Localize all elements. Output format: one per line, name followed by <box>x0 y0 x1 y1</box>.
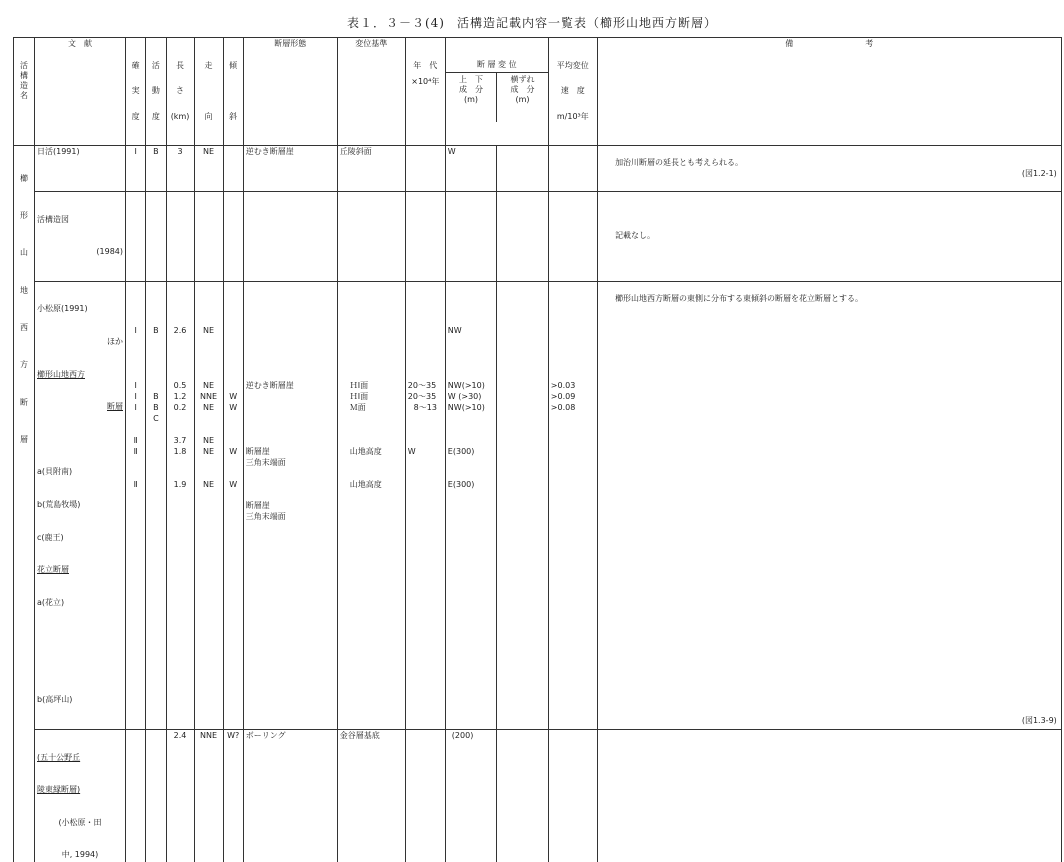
remarks-text: 記載なし。 <box>615 231 656 241</box>
header-certainty: 確 実 度 <box>126 38 146 146</box>
remarks-cell <box>597 146 1061 192</box>
table-row <box>14 146 1062 192</box>
dip-cell <box>223 192 243 281</box>
strike-cell: NE <box>194 146 223 192</box>
literature-cell: 活構造図 (1984) <box>35 192 126 281</box>
activity-cell: B <box>146 146 166 192</box>
header-remarks: 備 考 <box>597 38 1061 146</box>
lateral-cell <box>496 146 548 192</box>
literature-cell: 小松原(1991) ほか 櫛形山地西方 断層 a(貝附南) b(荒島牧場) c(鹿王) 花立断層 a(花立) b(高坪山) <box>35 281 126 729</box>
header-vertical: 上 下 成 分 (m) <box>459 75 484 105</box>
header-avg-rate: 平均変位 速 度 m/10³年 <box>548 38 597 146</box>
certainty-cell: Ⅰ Ⅰ Ⅰ Ⅰ Ⅱ Ⅱ Ⅱ <box>126 281 146 729</box>
length-cell: 2.4 <box>166 730 194 862</box>
vertical-cell <box>445 192 496 281</box>
header-displacement-title: 断 層 変 位 <box>446 60 548 74</box>
literature-cell: 日活(1991) <box>35 146 126 192</box>
remarks-cell <box>597 192 1061 281</box>
ref-cell: 丘陵斜面 <box>337 146 405 192</box>
activity-cell <box>146 730 166 862</box>
age-cell <box>405 146 445 192</box>
remarks-text: 櫛形山地西方断層の東側に分布する東傾斜の断層を花立断層とする。 <box>615 293 864 303</box>
activity-cell <box>146 192 166 281</box>
fault-table <box>13 37 1062 862</box>
figure-ref: (図1.3-9) <box>1021 716 1057 726</box>
header-age: 年 代 ×10⁴年 <box>405 38 445 146</box>
dip-cell <box>223 146 243 192</box>
header-length: 長 さ (km) <box>166 38 194 146</box>
header-row <box>14 38 1062 146</box>
form-cell: 逆むき断層崖 断層崖 三角末端面 断層崖 三角末端面 <box>243 281 337 729</box>
table-caption: 活構造記載内容一覧表（櫛形山地西方断層） <box>456 16 717 30</box>
header-displacement <box>445 38 548 146</box>
table-number: 表１．３－３(4) <box>346 16 445 30</box>
ref-cell: ＨⅠ面 ＨⅠ面 Ｍ面 山地高度 山地高度 <box>337 281 405 729</box>
certainty-cell: Ⅰ <box>126 146 146 192</box>
lateral-cell <box>496 730 548 862</box>
form-cell: 逆むき断層崖 <box>243 146 337 192</box>
lateral-cell <box>496 192 548 281</box>
header-literature: 文 献 <box>35 38 126 146</box>
rate-cell: >0.03 >0.09 >0.08 <box>548 281 597 729</box>
strike-cell: NE NE NNE NE NE NE NE <box>194 281 223 729</box>
rate-cell <box>548 192 597 281</box>
header-fault-name: 活 構 造 名 <box>14 38 35 146</box>
remarks-cell <box>597 730 1061 862</box>
age-cell <box>405 192 445 281</box>
dip-cell: W? <box>223 730 243 862</box>
header-displacement-ref: 変位基準 <box>337 38 405 146</box>
lateral-cell <box>496 281 548 729</box>
length-cell <box>166 192 194 281</box>
vertical-cell: (200) <box>445 730 496 862</box>
table-row <box>14 730 1062 862</box>
header-strike: 走 向 <box>194 38 223 146</box>
form-cell <box>243 192 337 281</box>
header-activity: 活 動 度 <box>146 38 166 146</box>
header-lateral: 横ずれ 成 分 (m) <box>496 73 548 121</box>
vertical-cell: NW NW(>10) W (>30) NW(>10) E(300) E(300) <box>445 281 496 729</box>
certainty-cell <box>126 730 146 862</box>
activity-cell: B B B C <box>146 281 166 729</box>
age-cell <box>405 730 445 862</box>
rate-cell <box>548 730 597 862</box>
table-row <box>14 192 1062 281</box>
ref-cell: 金谷層基底 <box>337 730 405 862</box>
remarks-text: 加治川断層の延長とも考えられる。 <box>615 157 744 167</box>
literature-cell: (五十公野丘 陵東縁断層) (小松原・田 中, 1994) <box>35 730 126 862</box>
strike-cell: NNE <box>194 730 223 862</box>
remarks-cell <box>597 281 1061 729</box>
certainty-cell <box>126 192 146 281</box>
length-cell: 3 <box>166 146 194 192</box>
strike-cell <box>194 192 223 281</box>
figure-ref: (図1.2-1) <box>1021 168 1057 178</box>
side-label: 櫛 形 山 地 西 方 断 層 <box>14 146 35 862</box>
form-cell: ボーリング <box>243 730 337 862</box>
dip-cell: W W W W <box>223 281 243 729</box>
table-row <box>14 281 1062 729</box>
table-title <box>0 14 1064 31</box>
header-dip: 傾 斜 <box>223 38 243 146</box>
header-fault-form: 断層形態 <box>243 38 337 146</box>
length-cell: 2.6 0.5 1.2 0.2 3.7 1.8 1.9 <box>166 281 194 729</box>
ref-cell <box>337 192 405 281</box>
age-cell: 20～35 20～35 8～13 W <box>405 281 445 729</box>
vertical-cell: W <box>445 146 496 192</box>
rate-cell <box>548 146 597 192</box>
